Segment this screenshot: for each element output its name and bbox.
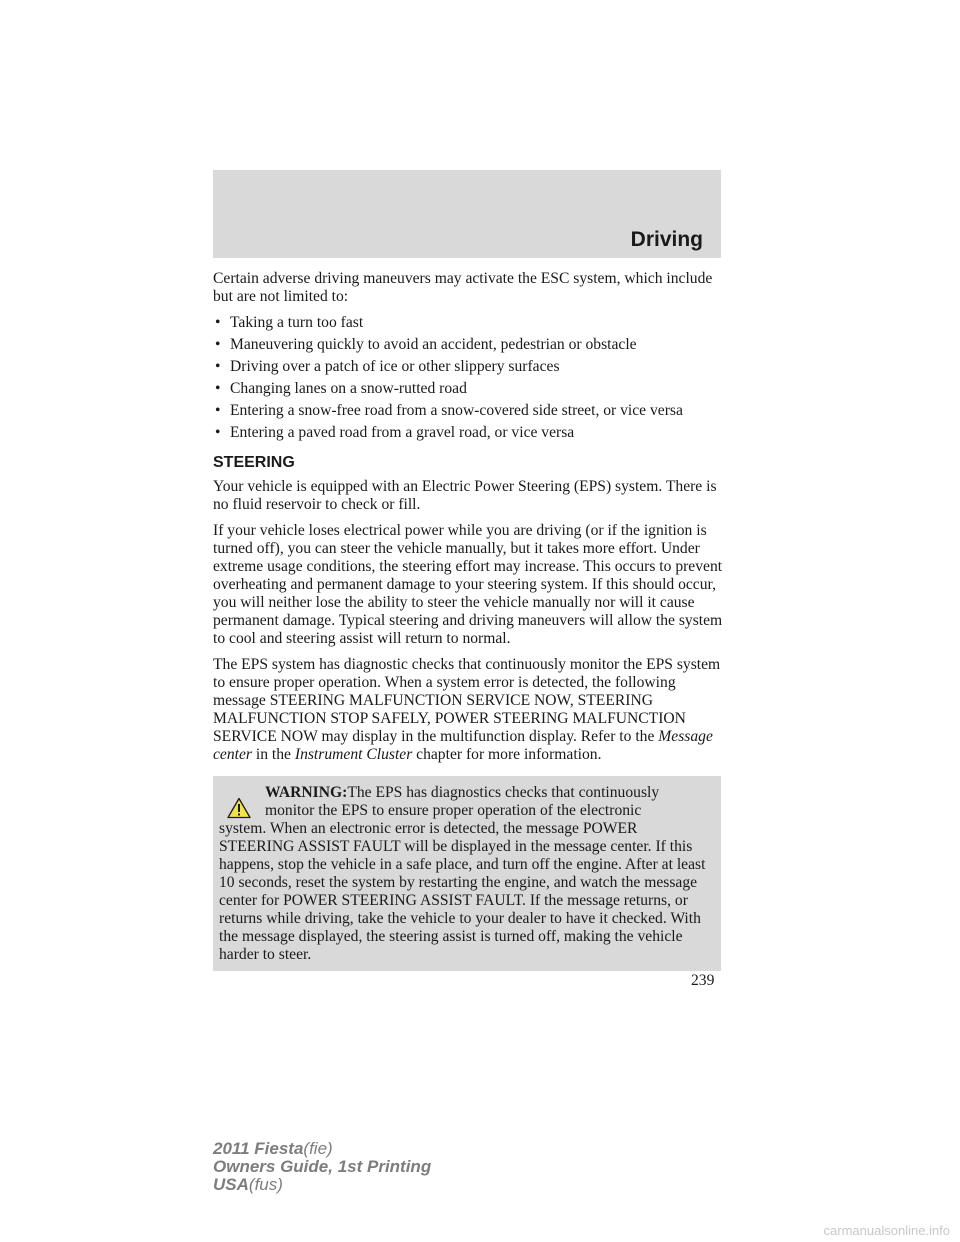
power-loss-paragraph: If your vehicle loses electrical power while you are driving (or if the ignition is turned off), you can steer the vehicle manually, but it takes more effort. Under extreme usage conditions, the steering effort may increase. This occurs to prevent overheating and permanent damage to your steering system. If this should occur, you will neither lose the ability to steer the vehicle manually nor will it cause permanent damage. Typical steering and driving maneuvers will allow the system to cool and steering assist will return to normal.	[213, 522, 723, 647]
warning-label: WARNING:	[265, 784, 348, 801]
footer-guide-line: Owners Guide, 1st Printing	[213, 1157, 432, 1176]
list-item: • Entering a paved road from a gravel road, or vice versa	[215, 424, 575, 441]
message-center-reference: Message center	[213, 728, 713, 763]
warning-body: system. When an electronic error is detected, the message POWER STEERING ASSIST FAULT will be displayed in the message center. If this happens, stop the vehicle in a safe place, and turn off the engine. After at least 10 seconds, reset the system by restarting the engine, and watch the message center for POWER STEERING ASSIST FAULT. If the message returns, or returns while driving, take the vehicle to your dealer to have it checked. With the message displayed, the steering assist is turned off, making the vehicle harder to steer.	[219, 820, 706, 963]
instrument-cluster-reference: Instrument Cluster	[294, 746, 413, 763]
steering-heading: STEERING	[213, 454, 295, 471]
bullet-icon: •	[215, 336, 221, 353]
page-number: 239	[691, 972, 715, 989]
warning-triangle-icon	[227, 797, 251, 819]
list-item: • Taking a turn too fast	[215, 314, 364, 331]
footer-model-line: 2011 Fiesta(fie)	[213, 1139, 333, 1158]
bullet-icon: •	[215, 314, 221, 331]
bullet-icon: •	[215, 424, 221, 441]
warning-second-line: monitor the EPS to ensure proper operation of the electronic	[265, 802, 642, 819]
page-content	[213, 270, 723, 971]
footer-region-line: USA(fus)	[213, 1175, 283, 1194]
list-item: • Maneuvering quickly to avoid an accident, pedestrian or obstacle	[215, 336, 637, 353]
warning-first-line: WARNING:The EPS has diagnostics checks that continuously	[265, 784, 660, 801]
bullet-icon: •	[215, 402, 221, 419]
watermark: carmanualsonline.info	[823, 1223, 950, 1238]
bullet-icon: •	[215, 358, 221, 375]
section-header-box	[213, 170, 721, 258]
print-footer	[213, 1140, 431, 1194]
list-item: • Driving over a patch of ice or other slippery surfaces	[215, 358, 560, 375]
intro-paragraph: Certain adverse driving maneuvers may activate the ESC system, which include but are not limited to:	[213, 270, 713, 305]
section-title: Driving	[630, 228, 703, 251]
eps-paragraph: Your vehicle is equipped with an Electric Power Steering (EPS) system. There is no fluid reservoir to check or fill.	[213, 478, 717, 513]
list-item: • Changing lanes on a snow-rutted road	[215, 380, 467, 397]
bullet-icon: •	[215, 380, 221, 397]
warning-box	[213, 776, 721, 971]
maneuver-list	[213, 314, 723, 442]
diagnostics-paragraph: The EPS system has diagnostic checks that continuously monitor the EPS system to ensure proper operation. When a system error is detected, the following message STEERING MALFUNCTION SERVICE NOW, STEERING MALFUNCTION STOP SAFELY, POWER STEERING MALFUNCTION SERVICE NOW may display in the multifunction display. Refer to the Message center in the Instrument Cluster chapter for more information.	[213, 656, 721, 763]
list-item: • Entering a snow-free road from a snow-covered side street, or vice versa	[215, 402, 683, 419]
